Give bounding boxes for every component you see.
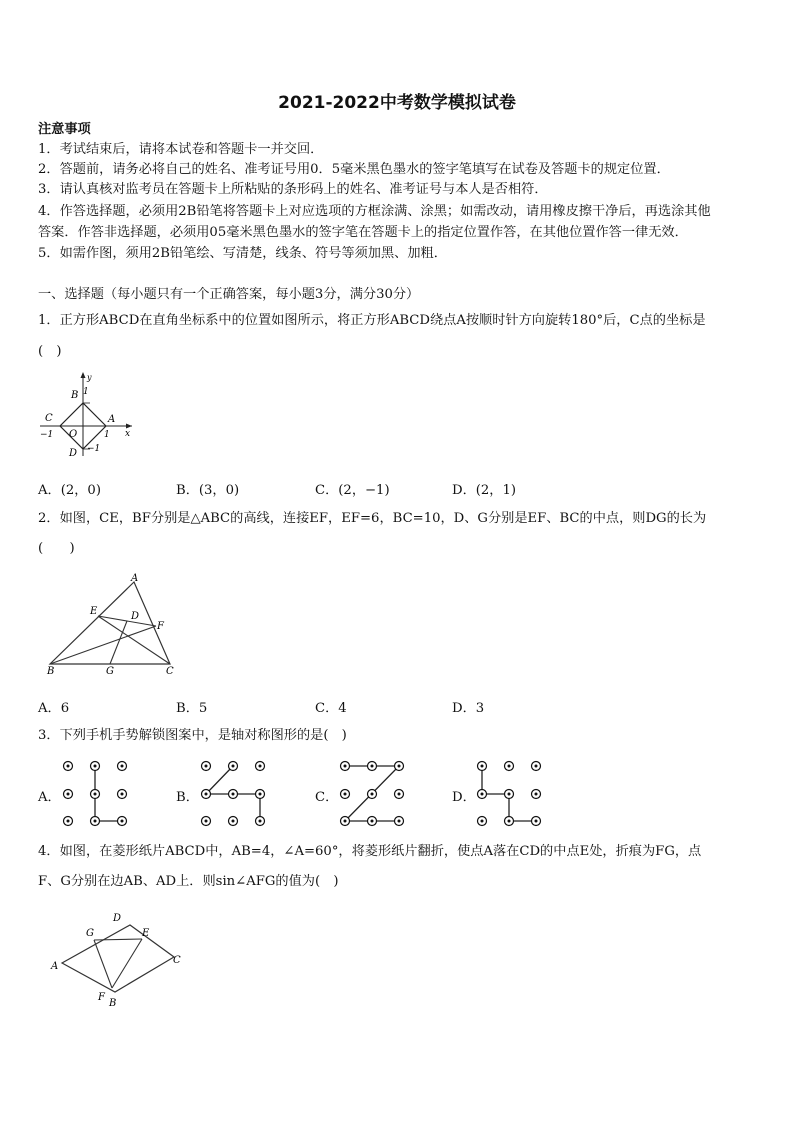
notes-line-1: 1．考试结束后，请将本试卷和答题卡一并交回． (38, 142, 324, 157)
q1-option-d[interactable]: D．(2，1) (452, 483, 517, 498)
q2-stem: 2．如图，CE，BF分别是△ABC的高线，连接EF，EF=6，BC=10，D、G分别是EF、BC的中点，则DG的长为 (38, 511, 707, 526)
q1-option-b[interactable]: B．(3，0) (176, 483, 240, 498)
dot-grid (64, 762, 127, 826)
notes-line-4-cont: 答案．作答非选择题，必须用05毫米黑色墨水的签字笔在答题卡上的指定位置作答，在其他位置作答一律无效． (38, 225, 688, 240)
q3-pattern-c[interactable] (335, 758, 411, 830)
q4-stem: 4．如图，在菱形纸片ABCD中，AB=4，∠A=60°，将菱形纸片翻折，使点A落在CD的中点E处，折痕为FG，点 (38, 844, 702, 859)
q3-option-b-label[interactable]: B． (176, 790, 199, 805)
q3-option-a-label[interactable]: A． (38, 790, 61, 805)
q3-option-c-label[interactable]: C． (315, 790, 339, 805)
q3-option-d-label[interactable]: D． (452, 790, 476, 805)
q1-figure (36, 368, 140, 462)
label-A: A (51, 961, 59, 972)
q3-stem: 3．下列手机手势解锁图案中，是轴对称图形的是( ) (38, 728, 347, 743)
label-F: F (157, 621, 164, 632)
dot-grid (202, 762, 265, 826)
q2-figure (40, 572, 180, 676)
label-neg-one-bottom: −1 (87, 444, 101, 454)
label-C: C (45, 413, 53, 424)
segment-bf (50, 626, 156, 664)
label-one-top: 1 (83, 387, 89, 397)
q3-pattern-d[interactable] (472, 758, 548, 830)
q3-pattern-b[interactable] (196, 758, 272, 830)
label-G: G (86, 928, 94, 939)
q2-option-a[interactable]: A．6 (38, 701, 70, 716)
q4-stem-cont: F、G分别在边AB、AD上．则sin∠AFG的值为( ) (38, 874, 339, 889)
q1-blank: ( ) (38, 344, 62, 359)
q2-option-d[interactable]: D．3 (452, 701, 485, 716)
notes-line-5: 5．如需作图，须用2B铅笔绘、写清楚，线条、符号等须加黑、加粗． (38, 246, 447, 261)
label-neg-one-left: −1 (40, 430, 54, 440)
q2-option-b[interactable]: B．5 (176, 701, 208, 716)
label-one-right: 1 (104, 430, 110, 440)
q2-option-c[interactable]: C．4 (315, 701, 347, 716)
segment-ef (112, 939, 142, 988)
label-B: B (71, 390, 79, 401)
notes-line-4: 4．作答选择题，必须用2B铅笔将答题卡上对应选项的方框涂满、涂黑；如需改动，请用橡皮擦干净后，再选涂其他 (38, 204, 711, 219)
label-y: y (87, 373, 92, 382)
dot-grid (478, 762, 541, 826)
label-D: D (131, 611, 140, 622)
q1-option-c[interactable]: C．(2，−1) (315, 483, 390, 498)
q1-stem: 1．正方形ABCD在直角坐标系中的位置如图所示，将正方形ABCD绕点A按顺时针方向旋转180°后，C点的坐标是 (38, 313, 706, 328)
segment-ge (94, 939, 142, 940)
label-A: A (131, 573, 139, 584)
q3-pattern-a[interactable] (58, 758, 134, 830)
x-axis-arrow (126, 424, 132, 429)
rhombus-abcd (62, 925, 174, 992)
notes-line-3: 3．请认真核对监考员在答题卡上所粘贴的条形码上的姓名、准考证号与本人是否相符． (38, 182, 548, 197)
label-O: O (69, 429, 78, 440)
section-heading: 一、选择题（每小题只有一个正确答案，每小题3分，满分30分） (38, 287, 420, 302)
label-x: x (125, 429, 131, 439)
label-B: B (47, 666, 55, 676)
label-E: E (90, 606, 98, 617)
label-C: C (166, 666, 174, 676)
label-B: B (109, 998, 117, 1009)
label-F: F (98, 992, 105, 1003)
q1-option-a[interactable]: A．(2，0) (38, 483, 101, 498)
label-A: A (108, 414, 116, 425)
q4-figure (46, 906, 190, 1012)
label-E: E (142, 928, 150, 939)
notes-line-2: 2．答题前，请务必将自己的姓名、准考证号用0．5毫米黑色墨水的签字笔填写在试卷及答题卡的规定位置． (38, 162, 670, 177)
label-C: C (173, 955, 181, 966)
segment-dg (110, 621, 127, 664)
fold-line-gf (94, 940, 112, 988)
label-D: D (113, 913, 122, 924)
notes-heading: 注意事项 (38, 122, 91, 137)
label-D: D (69, 448, 78, 459)
y-axis-arrow (81, 372, 86, 378)
label-G: G (106, 666, 114, 676)
q2-blank: ( ) (38, 541, 75, 556)
page-title: 2021-2022中考数学模拟试卷 (278, 93, 516, 113)
